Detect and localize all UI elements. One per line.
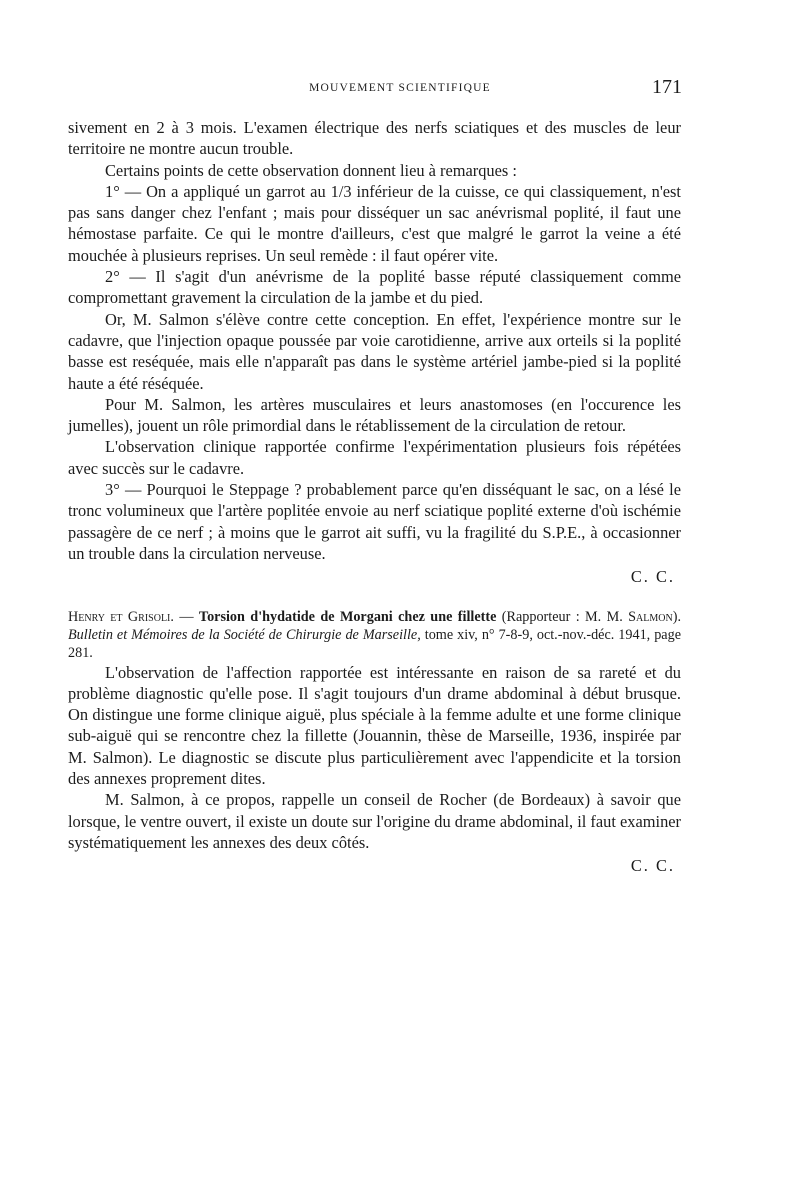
signature: C. C. xyxy=(630,856,675,876)
paragraph: 2° — Il s'agit d'un anévrisme de la poplité basse réputé classiquement comme compromettant gravement la circulation de la jambe et du pied. xyxy=(68,267,681,308)
running-title: MOUVEMENT SCIENTIFIQUE xyxy=(309,82,491,94)
bibliographic-reference xyxy=(68,608,681,662)
article-body xyxy=(68,117,681,877)
signature: C. C. xyxy=(630,567,675,587)
paragraph: M. Salmon, à ce propos, rappelle un conseil de Rocher (de Bordeaux) à savoir que lorsque, le ventre ouvert, il existe un doute sur l'origine du drame abdominal, il faut examiner systématiquement les annexes des deux côtés. xyxy=(68,790,681,852)
paragraph: 3° — Pourquoi le Steppage ? probablement parce qu'en disséquant le sac, on a lésé le tronc volumineux que l'artère poplitée envoie au nerf sciatique poplité externe d'où ischémie passagère de ce nerf ; à moins que le garrot ait suffi, vu la fragilité du S.P.E., à occasionner un trouble dans la circulation nerveuse. xyxy=(68,480,681,563)
paragraph: L'observation clinique rapportée confirme l'expérimentation plusieurs fois répétées avec succès sur le cadavre. xyxy=(68,437,681,478)
reference-authors: Henry et Grisoli. xyxy=(68,608,174,625)
reference-reporter-close: ). xyxy=(672,608,681,625)
reference-details: tome xiv, n° 7-8-9, oct.-nov.-déc. 1941, page 281. xyxy=(68,626,681,661)
reference-reporter-open: (Rapporteur : M. M. xyxy=(496,608,629,625)
reference-source: Bulletin et Mémoires de la Société de Chirurgie de Marseille, xyxy=(68,626,421,643)
page-number: 171 xyxy=(652,76,682,98)
reference-title: Torsion d'hydatide de Morgani chez une fillette xyxy=(198,608,497,625)
reference-dash: — xyxy=(173,608,199,625)
paragraph: 1° — On a appliqué un garrot au 1/3 inférieur de la cuisse, ce qui classiquement, n'est pas sans danger chez l'enfant ; mais pour disséquer un sac anévrismal poplité, il faut une hémostase parfaite. Ce qui le montre d'ailleurs, c'est que malgré le garrot la veine a été mouchée à plusieurs reprises. Un seul remède : il faut opérer vite. xyxy=(68,181,681,265)
reference-reporter: Salmon xyxy=(628,608,673,625)
paragraph: Pour M. Salmon, les artères musculaires et leurs anastomoses (en l'occurence les jumelles), jouent un rôle primordial dans le rétablissement de la circulation de retour. xyxy=(68,394,681,436)
paragraph: Certains points de cette observation donnent lieu à remarques : xyxy=(105,160,517,180)
paragraph: Or, M. Salmon s'élève contre cette conception. En effet, l'expérience montre sur le cadavre, que l'injection opaque poussée par voie carotidienne, arrive aux orteils si la poplité basse est reséquée, mais elle n'apparaît pas dans le système artériel jambe-pied si la poplité haute a été réséquée. xyxy=(68,309,681,393)
paragraph: L'observation de l'affection rapportée est intéressante en raison de sa rareté et du problème diagnostic qu'elle pose. Il s'agit toujours d'un drame abdominal à début brusque. On distingue une forme clinique aiguë, plus spéciale à la femme adulte et une forme clinique sub-aiguë qui se rencontre chez la fillette (Jouannin, thèse de Marseille, 1936, inspirée par M. Salmon). Le diagnostic se discute plus particulièrement avec l'appendicite et la torsion des annexes proprement dites. xyxy=(68,662,681,789)
paragraph-continuation: sivement en 2 à 3 mois. L'examen électrique des nerfs sciatiques et des muscles de leur territoire ne montre aucun trouble. xyxy=(68,118,681,159)
